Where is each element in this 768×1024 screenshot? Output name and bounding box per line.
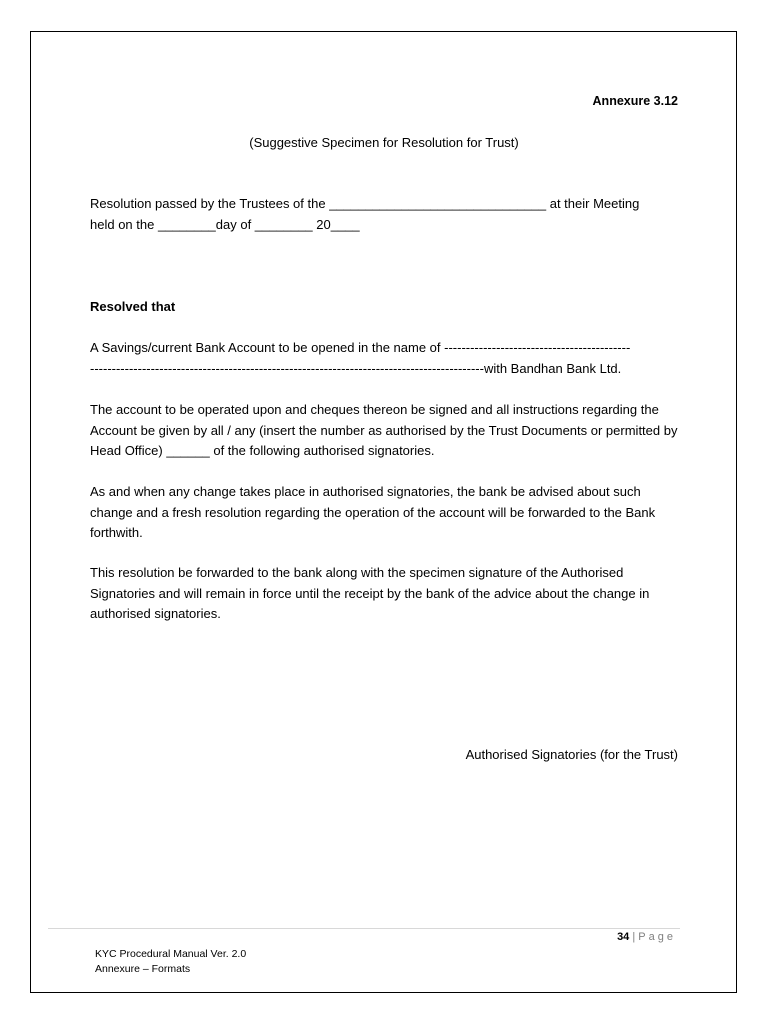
page-number-block — [617, 931, 676, 943]
forwarding-clause-paragraph: This resolution be forwarded to the bank along with the specimen signature of the Authorised Signatories and will remain in force until the receipt by the bank of the advice about the change in authorised signatories. — [90, 565, 650, 621]
account-clause-paragraph — [90, 338, 680, 379]
change-clause-paragraph: As and when any change takes place in authorised signatories, the bank be advised about such change and a fresh resolution regarding the operation of the account will be forwarded to the Bank forthwith. — [90, 484, 656, 540]
document-subtitle: (Suggestive Specimen for Resolution for Trust) — [249, 135, 519, 150]
resolution-intro-paragraph — [90, 194, 680, 235]
annexure-number: Annexure 3.12 — [592, 94, 678, 108]
section-name: Annexure – Formats — [95, 963, 191, 975]
operation-clause-paragraph: The account to be operated upon and cheques thereon be signed and all instructions regarding the Account be given by all / any (insert the number as authorised by the Trust Documents or permitted by Head Office) ______ of the following authorised signatories. — [90, 402, 678, 458]
resolved-heading: Resolved that — [90, 299, 176, 314]
footer-info — [95, 947, 246, 977]
manual-name: KYC Procedural Manual Ver. 2.0 — [95, 948, 247, 960]
account-clause-line-1: A Savings/current Bank Account to be opened in the name of ------------------------------------------- — [90, 340, 631, 355]
footer-divider — [48, 928, 680, 929]
authorised-signatories-label: Authorised Signatories (for the Trust) — [465, 747, 678, 762]
resolution-intro-line-2: held on the ________day of ________ 20____ — [90, 216, 360, 232]
page-word: Page — [638, 931, 676, 943]
page-number-separator: | — [632, 931, 636, 943]
account-clause-line-2: -------------------------------------------------------------------------------------------with Bandhan Bank Ltd. — [90, 360, 622, 376]
resolution-intro-line-1: Resolution passed by the Trustees of the ______________________________ at their Meeting — [90, 196, 640, 211]
page-number: 34 — [617, 931, 630, 943]
